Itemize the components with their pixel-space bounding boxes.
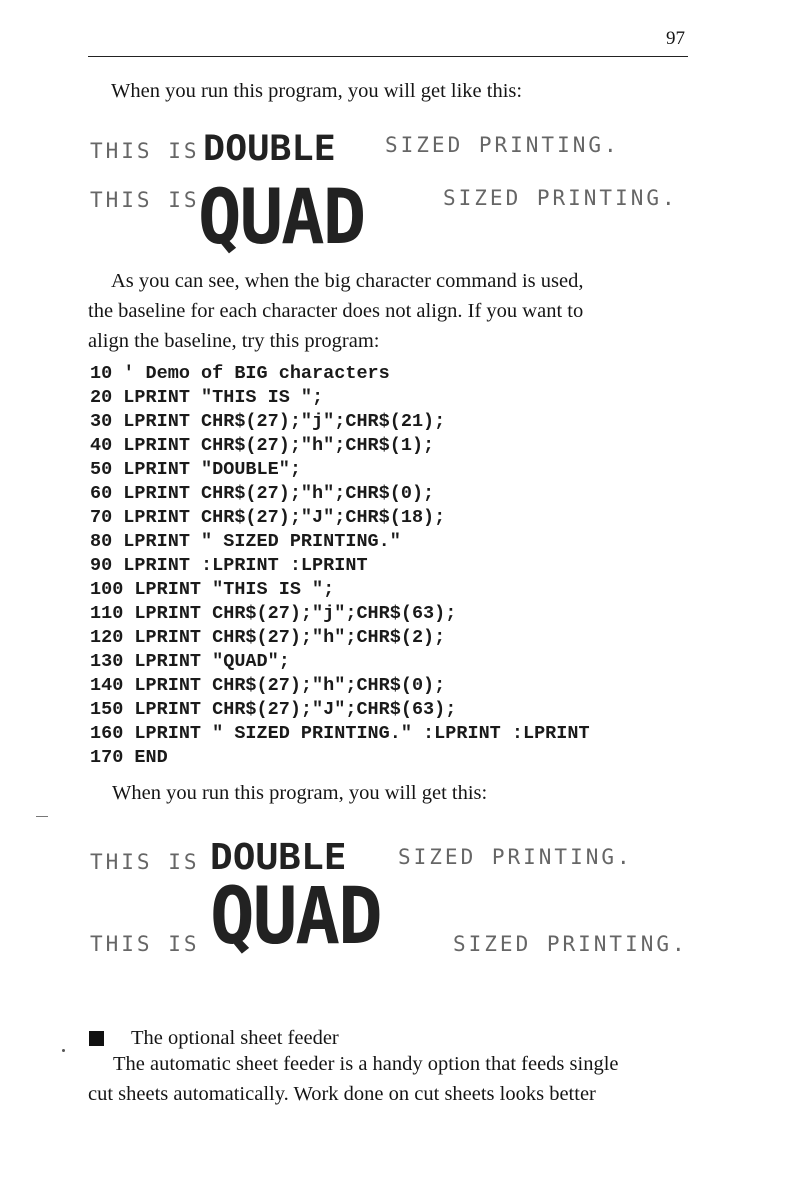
code-line: 70 LPRINT CHR$(27);"J";CHR$(18);	[90, 507, 446, 528]
section-line-1: The automatic sheet feeder is a handy option that feeds single	[113, 1053, 619, 1075]
section-line-2: cut sheets automatically. Work done on cut sheets looks better	[88, 1083, 596, 1105]
sample2-sized-printing: SIZED PRINTING.	[398, 845, 633, 869]
code-line: 100 LPRINT "THIS IS ";	[90, 579, 335, 600]
code-line: 30 LPRINT CHR$(27);"j";CHR$(21);	[90, 411, 446, 432]
code-line: 170 END	[90, 747, 168, 768]
sample1-double-word: DOUBLE	[203, 129, 336, 169]
code-line: 120 LPRINT CHR$(27);"h";CHR$(2);	[90, 627, 446, 648]
code-line: 140 LPRINT CHR$(27);"h";CHR$(0);	[90, 675, 446, 696]
sample2-this-is-quad-line: THIS IS	[90, 932, 200, 956]
section-paragraph	[88, 1049, 619, 1109]
code-line: 110 LPRINT CHR$(27);"j";CHR$(63);	[90, 603, 457, 624]
code-line: 40 LPRINT CHR$(27);"h";CHR$(1);	[90, 435, 435, 456]
code-line: 60 LPRINT CHR$(27);"h";CHR$(0);	[90, 483, 435, 504]
margin-dot-mark	[62, 1049, 65, 1052]
sample2-quad-word: QUAD	[210, 872, 381, 962]
code-line: 90 LPRINT :LPRINT :LPRINT	[90, 555, 368, 576]
sample2-double-word: DOUBLE	[210, 837, 347, 878]
sample1-this-is: THIS IS	[90, 139, 200, 163]
sample2-sized-printing-quad-line: SIZED PRINTING.	[453, 932, 688, 956]
intro-sentence-2: When you run this program, you will get this:	[112, 782, 488, 804]
header-rule	[88, 56, 688, 57]
code-line: 50 LPRINT "DOUBLE";	[90, 459, 301, 480]
code-line: 20 LPRINT "THIS IS ";	[90, 387, 324, 408]
code-line: 10 ' Demo of BIG characters	[90, 363, 390, 384]
paragraph-line-1: As you can see, when the big character command is used,	[111, 270, 584, 292]
code-line: 150 LPRINT CHR$(27);"J";CHR$(63);	[90, 699, 457, 720]
sample1-sized-printing: SIZED PRINTING.	[385, 133, 620, 157]
explanation-paragraph	[88, 266, 583, 356]
margin-tick-mark	[36, 816, 48, 817]
code-line: 80 LPRINT " SIZED PRINTING."	[90, 531, 401, 552]
sample2-this-is: THIS IS	[90, 850, 200, 874]
sample1-this-is-quad-line: THIS IS	[90, 188, 200, 212]
intro-sentence-1: When you run this program, you will get like this:	[111, 80, 523, 102]
paragraph-line-3: align the baseline, try this program:	[88, 330, 380, 352]
section-heading: The optional sheet feeder	[131, 1027, 339, 1049]
paragraph-line-2: the baseline for each character does not align. If you want to	[88, 300, 584, 322]
page-number: 97	[666, 28, 685, 49]
sample1-sized-printing-quad-line: SIZED PRINTING.	[443, 186, 678, 210]
code-line: 160 LPRINT " SIZED PRINTING." :LPRINT :LPRINT	[90, 723, 590, 744]
basic-code-listing	[90, 362, 590, 770]
sample1-quad-word: QUAD	[198, 172, 365, 261]
section-bullet-square	[89, 1031, 104, 1046]
code-line: 130 LPRINT "QUAD";	[90, 651, 290, 672]
